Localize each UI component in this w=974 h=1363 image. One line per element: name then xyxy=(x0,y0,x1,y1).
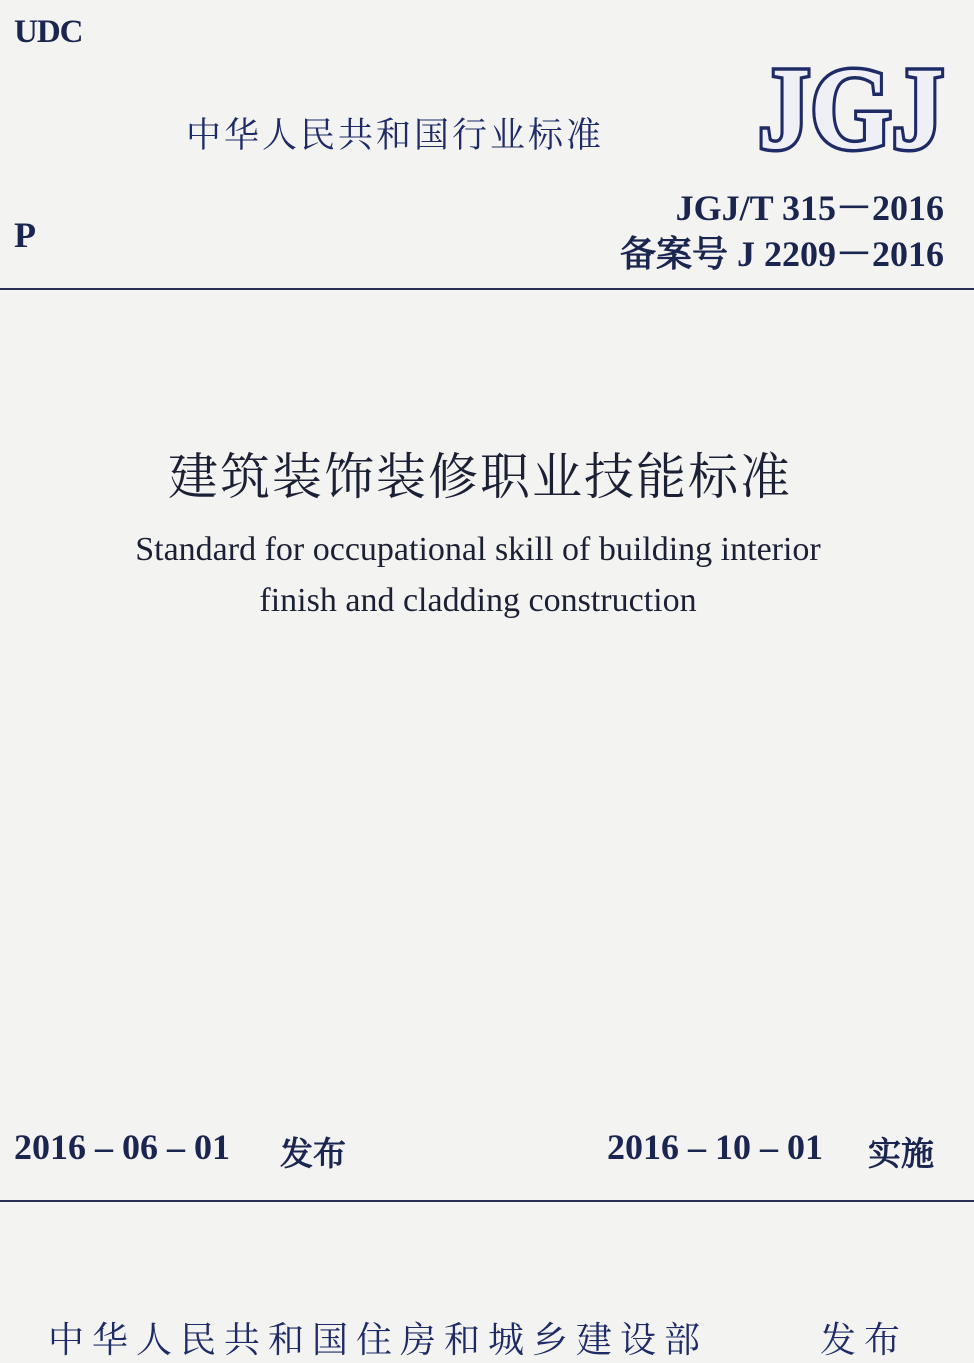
filing-number: 备案号 J 2209－2016 xyxy=(619,234,944,274)
udc-label: UDC xyxy=(14,14,83,50)
issue-label: 发布 xyxy=(280,1134,346,1173)
implementation-date: 2016 – 10 – 01 xyxy=(607,1127,823,1167)
jgj-logo-icon xyxy=(756,43,946,174)
title-english-line-2: finish and cladding construction xyxy=(259,582,697,619)
category-code: P xyxy=(14,215,36,255)
bottom-divider xyxy=(0,1200,974,1202)
logo-text: JGJ xyxy=(758,43,944,174)
implementation-label: 实施 xyxy=(868,1134,934,1173)
industry-standard-heading: 中华人民共和国行业标准 xyxy=(186,116,605,156)
publisher-name: 中华人民共和国住房和城乡建设部 xyxy=(48,1320,709,1361)
title-chinese: 建筑装饰装修职业技能标准 xyxy=(168,448,792,506)
standard-number: JGJ/T 315－2016 xyxy=(675,188,944,228)
publish-label: 发布 xyxy=(820,1320,909,1361)
issue-date: 2016 – 06 – 01 xyxy=(14,1127,230,1167)
title-english-line-1: Standard for occupational skill of building interior xyxy=(135,531,821,568)
top-divider xyxy=(0,288,974,290)
